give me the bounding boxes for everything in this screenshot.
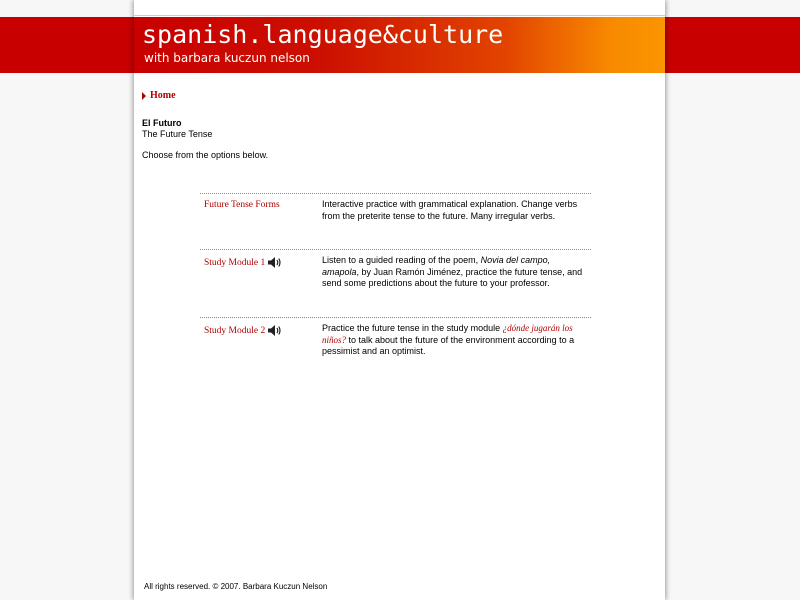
study-module-2-desc-after: to talk about the future of the environment according to a pessimist and an optimist. <box>322 334 575 356</box>
option-row-study-module-2 <box>200 317 591 378</box>
page-title: El Futuro <box>142 118 182 128</box>
option-row-study-module-1 <box>200 249 591 318</box>
home-link[interactable] <box>142 90 176 101</box>
page-subtitle: The Future Tense <box>142 129 213 139</box>
speaker-icon[interactable] <box>267 256 283 269</box>
site-subtitle: with barbara kuczun nelson <box>144 51 310 65</box>
main-content <box>134 73 665 600</box>
speaker-icon[interactable] <box>267 324 283 337</box>
site-banner <box>134 17 665 73</box>
future-tense-forms-label: Future Tense Forms <box>204 200 280 210</box>
study-module-2-label: Study Module 2 <box>204 325 266 336</box>
study-module-2-desc-before: Practice the future tense in the study module <box>322 323 503 333</box>
banner-side-right <box>665 17 800 73</box>
footer-copyright: All rights reserved. © 2007. Barbara Kuczun Nelson <box>144 582 328 591</box>
option-row-future-tense-forms <box>200 193 591 250</box>
intro-text: Choose from the options below. <box>142 150 269 160</box>
study-module-2-link[interactable] <box>204 324 283 337</box>
top-divider <box>134 15 665 16</box>
study-module-1-description <box>322 255 584 290</box>
study-module-1-link[interactable] <box>204 256 283 269</box>
study-module-2-description <box>322 323 584 358</box>
study-module-1-desc-before: Listen to a guided reading of the poem, <box>322 255 481 265</box>
future-tense-forms-description: Interactive practice with grammatical explanation. Change verbs from the preterite tense to the future. Many irregular verbs. <box>322 199 578 221</box>
banner-side-left <box>0 17 134 73</box>
future-tense-forms-link[interactable] <box>204 200 280 210</box>
poem-title: Novia del campo, amapola <box>322 255 551 277</box>
donde-jugaran-link[interactable]: ¿dónde jugarán los niños? <box>322 323 573 345</box>
arrow-right-icon <box>142 92 146 100</box>
home-link-label: Home <box>150 90 176 101</box>
study-module-1-label: Study Module 1 <box>204 257 266 268</box>
study-module-1-desc-after: , by Juan Ramón Jiménez, practice the future tense, and send some predictions about the future to your professor. <box>322 266 583 288</box>
site-title: spanish.language&culture <box>142 20 504 49</box>
